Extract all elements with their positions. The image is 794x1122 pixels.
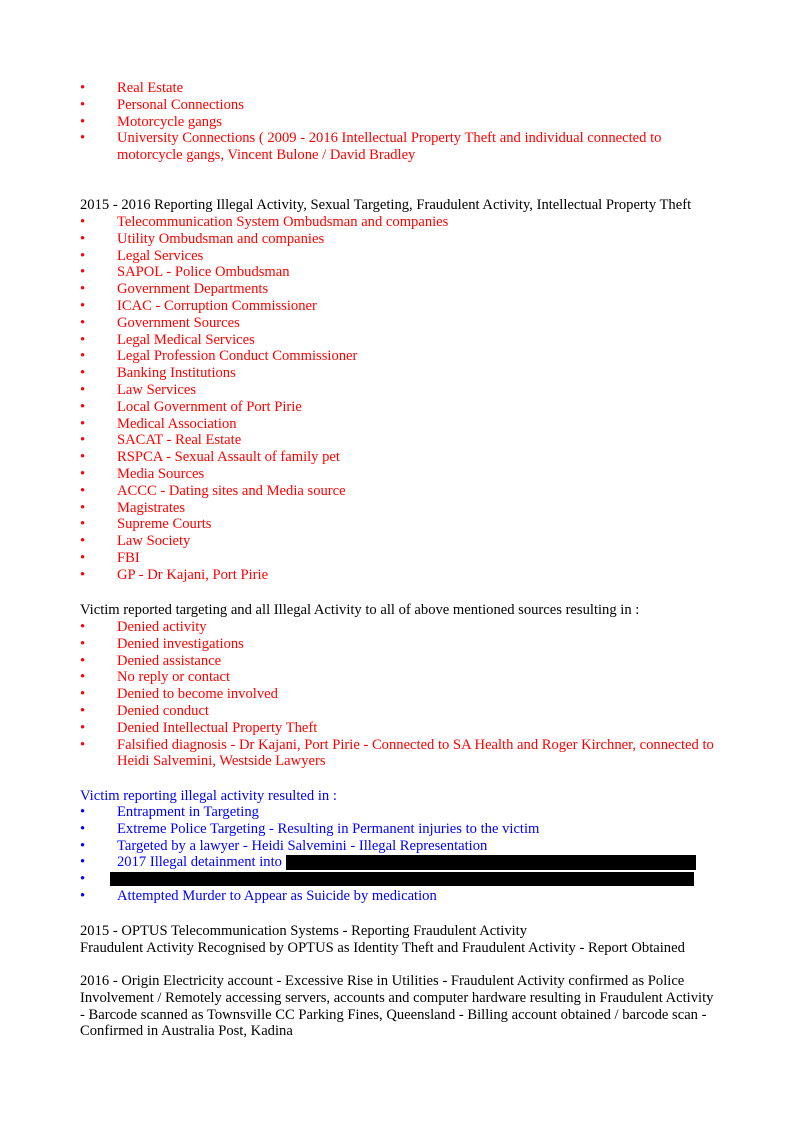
bullet-icon: • [80,719,86,736]
list-item-text: Local Government of Port Pirie [117,398,302,415]
list-item [80,130,677,164]
list-item-text: SAPOL - Police Ombudsman [117,264,290,281]
list-item [80,80,720,97]
list-item-text: ACCC - Dating sites and Media source [117,482,346,499]
bullet-icon: • [80,566,86,583]
optus-paragraph [80,923,720,957]
bullet-icon: • [80,381,86,398]
list-item-text: RSPCA - Sexual Assault of family pet [117,449,340,466]
bullet-icon: • [80,619,86,635]
list-item-text: Media Sources [117,465,205,482]
bullet-icon: • [80,432,86,449]
list-item [80,619,720,636]
list-item [80,703,720,720]
list-item [80,264,720,281]
list-item-text: Law Services [117,381,197,398]
paragraph-line: Fraudulent Activity Recognised by OPTUS as Identity Theft and Fraudulent Activity - Report Obtained [80,939,685,956]
bullet-icon: • [80,96,86,113]
redaction-bar [286,855,696,870]
list-item-text: Denied investigations [117,635,244,652]
list-item [80,653,720,670]
bullet-icon: • [80,516,86,533]
list-item-text: Telecommunication System Ombudsman and companies [117,214,449,230]
list-item [80,636,720,653]
bullet-icon: • [80,130,86,147]
list-item-text: Supreme Courts [117,516,212,533]
list-item-text: University Connections ( 2009 - 2016 Intellectual Property Theft and individual connected to motorcycle gangs, Vincent Bulone / David Bradley [117,130,662,164]
list-item [80,315,720,332]
bullet-icon: • [80,804,86,820]
list-item [80,114,720,131]
list-item-text: ICAC - Corruption Commissioner [117,297,317,314]
bullet-icon: • [80,415,86,432]
bullet-icon: • [80,80,86,96]
redaction-bar [110,872,694,886]
bullet-icon: • [80,482,86,499]
bullet-icon: • [80,669,86,686]
list-item-text: Falsified diagnosis - Dr Kajani, Port Pirie - Connected to SA Health and Roger Kirchner, connected to Heidi Salvemini, Westside Lawyers [117,736,714,770]
list-item-text: Real Estate [117,80,184,96]
list-item [80,365,720,382]
bullet-icon: • [80,297,86,314]
list-item-text: Extreme Police Targeting - Resulting in Permanent injuries to the victim [117,820,540,837]
list-item [80,533,720,550]
bullet-icon: • [80,854,86,871]
list-item-text: Personal Connections [117,96,244,113]
bullet-icon: • [80,686,86,703]
list-item-text: FBI [117,549,140,566]
bullet-icon: • [80,549,86,566]
list-item [80,821,720,838]
bullet-icon: • [80,449,86,466]
list-item [80,516,720,533]
bullet-icon: • [80,499,86,516]
bullet-icon: • [80,837,86,854]
list-item-text: Legal Profession Conduct Commissioner [117,348,358,365]
list-item-text: Denied assistance [117,652,222,669]
list-item-text: Denied activity [117,619,207,635]
bullet-icon: • [80,702,86,719]
bullet-icon: • [80,652,86,669]
bullet-icon: • [80,331,86,348]
list-item [80,97,720,114]
bullet-icon: • [80,887,86,904]
list-item-text: Law Society [117,533,191,550]
list-item-text: SACAT - Real Estate [117,432,242,449]
reporting-heading: 2015 - 2016 Reporting Illegal Activity, Sexual Targeting, Fraudulent Activity, Intellectual Property Theft [80,197,692,213]
list-item-text: Legal Services [117,247,204,264]
list-item [80,483,720,500]
list-item [80,720,720,737]
list-item [80,466,720,483]
list-item-text: GP - Dr Kajani, Port Pirie [117,566,269,583]
list-item [80,416,720,433]
list-item-text: Motorcycle gangs [117,113,222,130]
list-item-text: Denied to become involved [117,686,278,703]
bullet-icon: • [80,871,86,888]
list-item-text: Legal Medical Services [117,331,255,348]
list-item [80,567,720,584]
list-item-text: Medical Association [117,415,237,432]
bullet-icon: • [80,736,86,753]
list-item-text: Government Sources [117,314,240,331]
list-item [80,550,720,567]
list-item [80,804,720,821]
bullet-icon: • [80,465,86,482]
consequences-heading: Victim reporting illegal activity resulted in : [80,788,337,804]
list-item-text: Utility Ombudsman and companies [117,230,325,247]
bullet-icon: • [80,264,86,281]
list-item-text: Attempted Murder to Appear as Suicide by medication [117,887,437,904]
bullet-icon: • [80,348,86,365]
list-item [80,399,720,416]
list-item-text: Government Departments [117,281,269,298]
list-item [80,432,720,449]
affiliations-list [80,80,720,164]
list-item [80,686,720,703]
bullet-icon: • [80,247,86,264]
list-item [80,737,720,771]
list-item [80,248,720,265]
bullet-icon: • [80,533,86,550]
list-item [80,888,720,905]
list-item [80,281,720,298]
list-item-text: Denied Intellectual Property Theft [117,719,318,736]
list-item [80,231,720,248]
bullet-icon: • [80,820,86,837]
denied-responses-list [80,619,720,770]
list-item [80,298,720,315]
list-item-text: Entrapment in Targeting [117,804,259,820]
list-item [80,838,720,855]
list-item [80,669,720,686]
bullet-icon: • [80,365,86,382]
paragraph-line: 2015 - OPTUS Telecommunication Systems - Reporting Fraudulent Activity [80,923,528,939]
results-heading: Victim reported targeting and all Illegal Activity to all of above mentioned sources resulting in : [80,602,640,618]
list-item [80,214,720,231]
list-item-text: No reply or contact [117,669,231,686]
bullet-icon: • [80,314,86,331]
list-item-text: Denied conduct [117,702,209,719]
list-item-text: Targeted by a lawyer - Heidi Salvemini - Illegal Representation [117,837,488,854]
origin-paragraph: 2016 - Origin Electricity account - Excessive Rise in Utilities - Fraudulent Activity confirmed as Police Involvement / Remotely accessing servers, accounts and computer hardware resulting in Fraudulent Activity - Barcode scanned as Townsville CC Parking Fines, Queensland - Billing account obtained / barcode scan - Confirmed in Australia Post, Kadina [80,973,714,1040]
list-item [80,449,720,466]
list-item-text: Banking Institutions [117,365,236,382]
list-item-text: 2017 Illegal detainment into [117,854,282,871]
bullet-icon: • [80,635,86,652]
list-item-text: Magistrates [117,499,186,516]
list-item [80,348,720,365]
list-item [80,332,720,349]
bullet-icon: • [80,113,86,130]
reported-sources-list [80,214,720,584]
bullet-icon: • [80,281,86,298]
list-item [80,500,720,517]
bullet-icon: • [80,230,86,247]
list-item [80,382,720,399]
bullet-icon: • [80,398,86,415]
bullet-icon: • [80,214,86,230]
